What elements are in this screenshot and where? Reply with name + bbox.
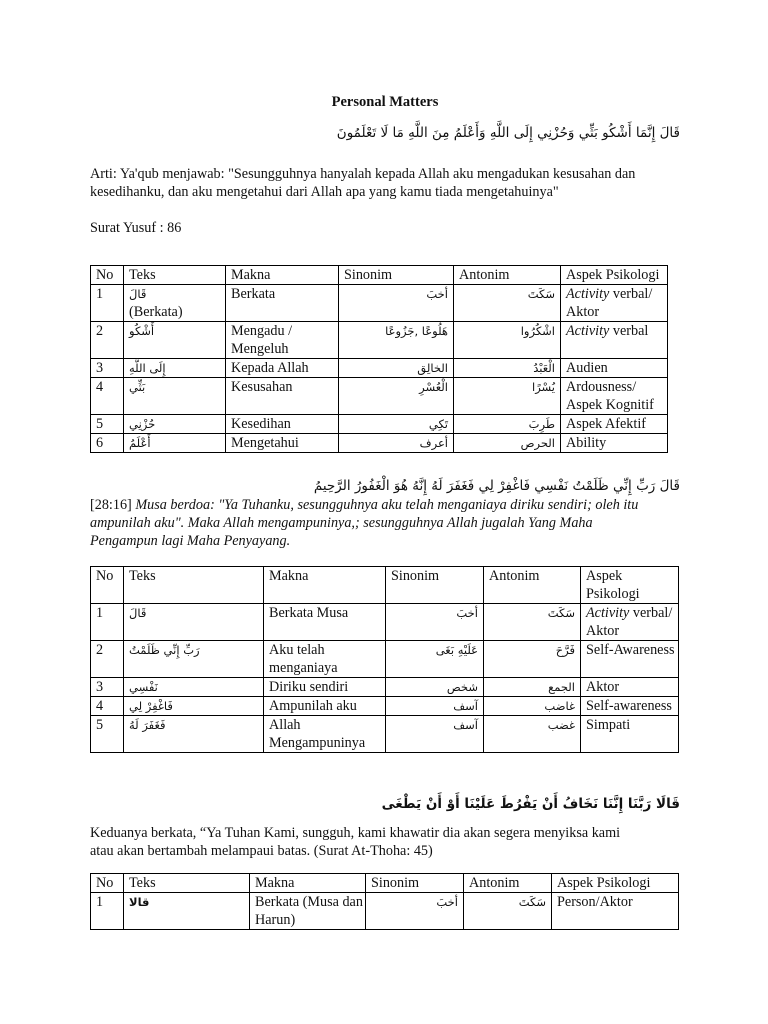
cell-makna: Kesedihan <box>226 415 339 434</box>
verse-thoha-45: قَالَا رَبَّنَا إِنَّنَا نَخَافُ أَنْ يَفْرُطَ عَلَيْنَا أَوْ أَنْ يَطْغَى <box>381 796 680 812</box>
verse-ref: [28:16] <box>90 497 132 513</box>
cell-no: 1 <box>91 604 124 641</box>
cell-no: 4 <box>91 697 124 716</box>
aspek-text: verbal/ Aktor <box>566 286 653 320</box>
teks-arabic: أَعْلَمُ <box>129 436 151 450</box>
teks-arabic: نَفْسِي <box>129 680 158 694</box>
cell-makna: Ampunilah aku <box>264 697 386 716</box>
header-sinonim: Sinonim <box>386 567 484 604</box>
teks-arabic: رَبِّ إِنِّي ظَلَمْتُ <box>129 643 200 657</box>
cell-makna: Diriku sendiri <box>264 678 386 697</box>
cell-no: 5 <box>91 415 124 434</box>
cell-antonim: الحرص <box>454 434 561 453</box>
cell-antonim: اشْكُرُوا <box>454 322 561 359</box>
translation-line-1: Arti: Ya'qub menjawab: "Sesungguhnya hanyalah kepada Allah aku mengadukan kesusahan dan <box>90 166 636 182</box>
table-row <box>91 322 668 359</box>
cell-makna: Allah Mengampuninya <box>264 716 386 753</box>
header-no: No <box>91 567 124 604</box>
cell-teks <box>124 285 226 322</box>
translation-line-2: ampunilah aku". Maka Allah mengampuninya,; sesungguhnya Allah jugalah Yang Maha <box>90 515 593 531</box>
cell-sinonim: هَلُوعًا ,جَزُوعًا <box>339 322 454 359</box>
teks-note: (Berkata) <box>129 304 183 320</box>
cell-sinonim: آسف <box>386 697 484 716</box>
cell-makna: Berkata <box>226 285 339 322</box>
cell-sinonim: تَكِي <box>339 415 454 434</box>
table-row <box>91 893 679 930</box>
cell-teks <box>124 697 264 716</box>
cell-antonim: غاضب <box>484 697 581 716</box>
header-antonim: Antonim <box>484 567 581 604</box>
cell-antonim: فَرَّحَ <box>484 641 581 678</box>
header-aspek: Aspek Psikologi <box>581 567 679 604</box>
cell-makna: Aku telah menganiaya <box>264 641 386 678</box>
source-citation: Surat Yusuf : 86 <box>90 220 182 236</box>
table-row <box>91 415 668 434</box>
cell-teks <box>124 678 264 697</box>
cell-aspek: Simpati <box>581 716 679 753</box>
cell-teks <box>124 378 226 415</box>
cell-teks <box>124 641 264 678</box>
cell-aspek: Ardousness/ Aspek Kognitif <box>561 378 668 415</box>
header-antonim: Antonim <box>464 874 552 893</box>
cell-no: 3 <box>91 359 124 378</box>
cell-aspek: Ability <box>561 434 668 453</box>
cell-no: 2 <box>91 641 124 678</box>
cell-aspek <box>561 322 668 359</box>
cell-sinonim: أخبَ <box>339 285 454 322</box>
cell-sinonim: الخالِق <box>339 359 454 378</box>
table-thoha-45 <box>90 873 679 930</box>
aspek-italic: Activity <box>566 286 610 302</box>
cell-aspek <box>581 604 679 641</box>
cell-sinonim: أخبَ <box>386 604 484 641</box>
teks-arabic: قالا <box>129 895 150 909</box>
table-row <box>91 604 679 641</box>
cell-no: 1 <box>91 285 124 322</box>
table-header-row <box>91 874 679 893</box>
cell-teks <box>124 434 226 453</box>
translation-thoha-45 <box>90 824 682 860</box>
translation-line-3: Pengampun lagi Maha Penyayang. <box>90 533 291 549</box>
translation-line-2: kesedihanku, dan aku mengetahui dari Allah apa yang kamu tiada mengetahuinya" <box>90 184 559 200</box>
teks-arabic: أَشْكُو <box>129 324 155 338</box>
page-title: Personal Matters <box>331 94 439 110</box>
header-sinonim: Sinonim <box>366 874 464 893</box>
cell-no: 3 <box>91 678 124 697</box>
table-header-row <box>91 567 679 604</box>
cell-sinonim: الْعُسْرِ <box>339 378 454 415</box>
cell-aspek: Self-Awareness <box>581 641 679 678</box>
cell-aspek: Aspek Afektif <box>561 415 668 434</box>
header-aspek: Aspek Psikologi <box>552 874 679 893</box>
cell-antonim: طَرِبَ <box>454 415 561 434</box>
header-sinonim: Sinonim <box>339 266 454 285</box>
cell-aspek: Aktor <box>581 678 679 697</box>
table-row <box>91 678 679 697</box>
cell-makna: Mengadu / Mengeluh <box>226 322 339 359</box>
cell-teks <box>124 604 264 641</box>
table-row <box>91 378 668 415</box>
table-row <box>91 641 679 678</box>
translation-28-16 <box>90 496 682 550</box>
aspek-text: verbal/ Aktor <box>586 605 673 639</box>
cell-makna: Kesusahan <box>226 378 339 415</box>
teks-arabic: فَغَفَرَ لَهُ <box>129 718 166 732</box>
translation-yusuf-86 <box>90 165 682 201</box>
cell-teks <box>124 716 264 753</box>
cell-sinonim: شخص <box>386 678 484 697</box>
cell-sinonim: آسف <box>386 716 484 753</box>
cell-no: 4 <box>91 378 124 415</box>
cell-antonim: يُسْرًا <box>454 378 561 415</box>
cell-no: 6 <box>91 434 124 453</box>
cell-aspek: Person/Aktor <box>552 893 679 930</box>
cell-sinonim: أخبَ <box>366 893 464 930</box>
header-makna: Makna <box>264 567 386 604</box>
cell-teks <box>124 893 250 930</box>
cell-aspek: Self-awareness <box>581 697 679 716</box>
cell-makna: Mengetahui <box>226 434 339 453</box>
cell-teks <box>124 415 226 434</box>
table-header-row <box>91 266 668 285</box>
teks-arabic: فَاغْفِرْ لِي <box>129 699 173 713</box>
cell-aspek <box>561 285 668 322</box>
translation-text: Musa berdoa: "Ya Tuhanku, sesungguhnya aku telah menganiaya diriku sendiri; oleh itu <box>131 497 639 513</box>
header-teks: Teks <box>124 567 264 604</box>
cell-sinonim: أعرف <box>339 434 454 453</box>
cell-teks <box>124 322 226 359</box>
header-makna: Makna <box>250 874 366 893</box>
teks-arabic: حُزْنِي <box>129 417 156 431</box>
cell-antonim: سَكَتَ <box>464 893 552 930</box>
cell-teks <box>124 359 226 378</box>
translation-line-2: atau akan bertambah melampaui batas. (Surat At-Thoha: 45) <box>90 843 433 859</box>
teks-arabic: بَثِّي <box>129 380 146 394</box>
cell-no: 2 <box>91 322 124 359</box>
cell-makna: Berkata Musa <box>264 604 386 641</box>
cell-aspek: Audien <box>561 359 668 378</box>
header-aspek: Aspek Psikologi <box>561 266 668 285</box>
cell-antonim: سَكَتَ <box>484 604 581 641</box>
table-yusuf-86 <box>90 265 668 453</box>
header-no: No <box>91 874 124 893</box>
table-row <box>91 697 679 716</box>
cell-antonim: الْعَبْدُ <box>454 359 561 378</box>
table-row <box>91 285 668 322</box>
cell-makna: Kepada Allah <box>226 359 339 378</box>
verse-yusuf-86: قَالَ إِنَّمَا أَشْكُو بَثِّي وَحُزْنِي إِلَى اللَّهِ وَأَعْلَمُ مِنَ اللَّهِ مَا لَا تَعْلَمُونَ <box>336 125 680 141</box>
cell-no: 1 <box>91 893 124 930</box>
cell-antonim: سَكَتَ <box>454 285 561 322</box>
teks-arabic: إِلَى اللَّهِ <box>129 361 166 375</box>
cell-sinonim: عَلَيْهِ بَغَى <box>386 641 484 678</box>
header-teks: Teks <box>124 266 226 285</box>
aspek-text: verbal <box>609 323 649 339</box>
cell-antonim: غضب <box>484 716 581 753</box>
aspek-italic: Activity <box>586 605 630 621</box>
header-no: No <box>91 266 124 285</box>
header-makna: Makna <box>226 266 339 285</box>
header-teks: Teks <box>124 874 250 893</box>
header-antonim: Antonim <box>454 266 561 285</box>
teks-arabic: قَالَ <box>129 606 147 620</box>
table-row <box>91 434 668 453</box>
teks-arabic: قَالَ <box>129 287 147 301</box>
aspek-italic: Activity <box>566 323 610 339</box>
table-row <box>91 359 668 378</box>
table-row <box>91 716 679 753</box>
table-28-16 <box>90 566 679 753</box>
translation-line-1: Keduanya berkata, “Ya Tuhan Kami, sungguh, kami khawatir dia akan segera menyiksa kami <box>90 825 621 841</box>
verse-28-16: قَالَ رَبِّ إِنِّي ظَلَمْتُ نَفْسِي فَاغْفِرْ لِي فَغَفَرَ لَهُ إِنَّهُ هُوَ الْغَفُورُ الرَّحِيمُ <box>313 478 680 494</box>
translation-line-1 <box>90 496 682 514</box>
cell-makna: Berkata (Musa dan Harun) <box>250 893 366 930</box>
cell-no: 5 <box>91 716 124 753</box>
cell-antonim: الجمع <box>484 678 581 697</box>
